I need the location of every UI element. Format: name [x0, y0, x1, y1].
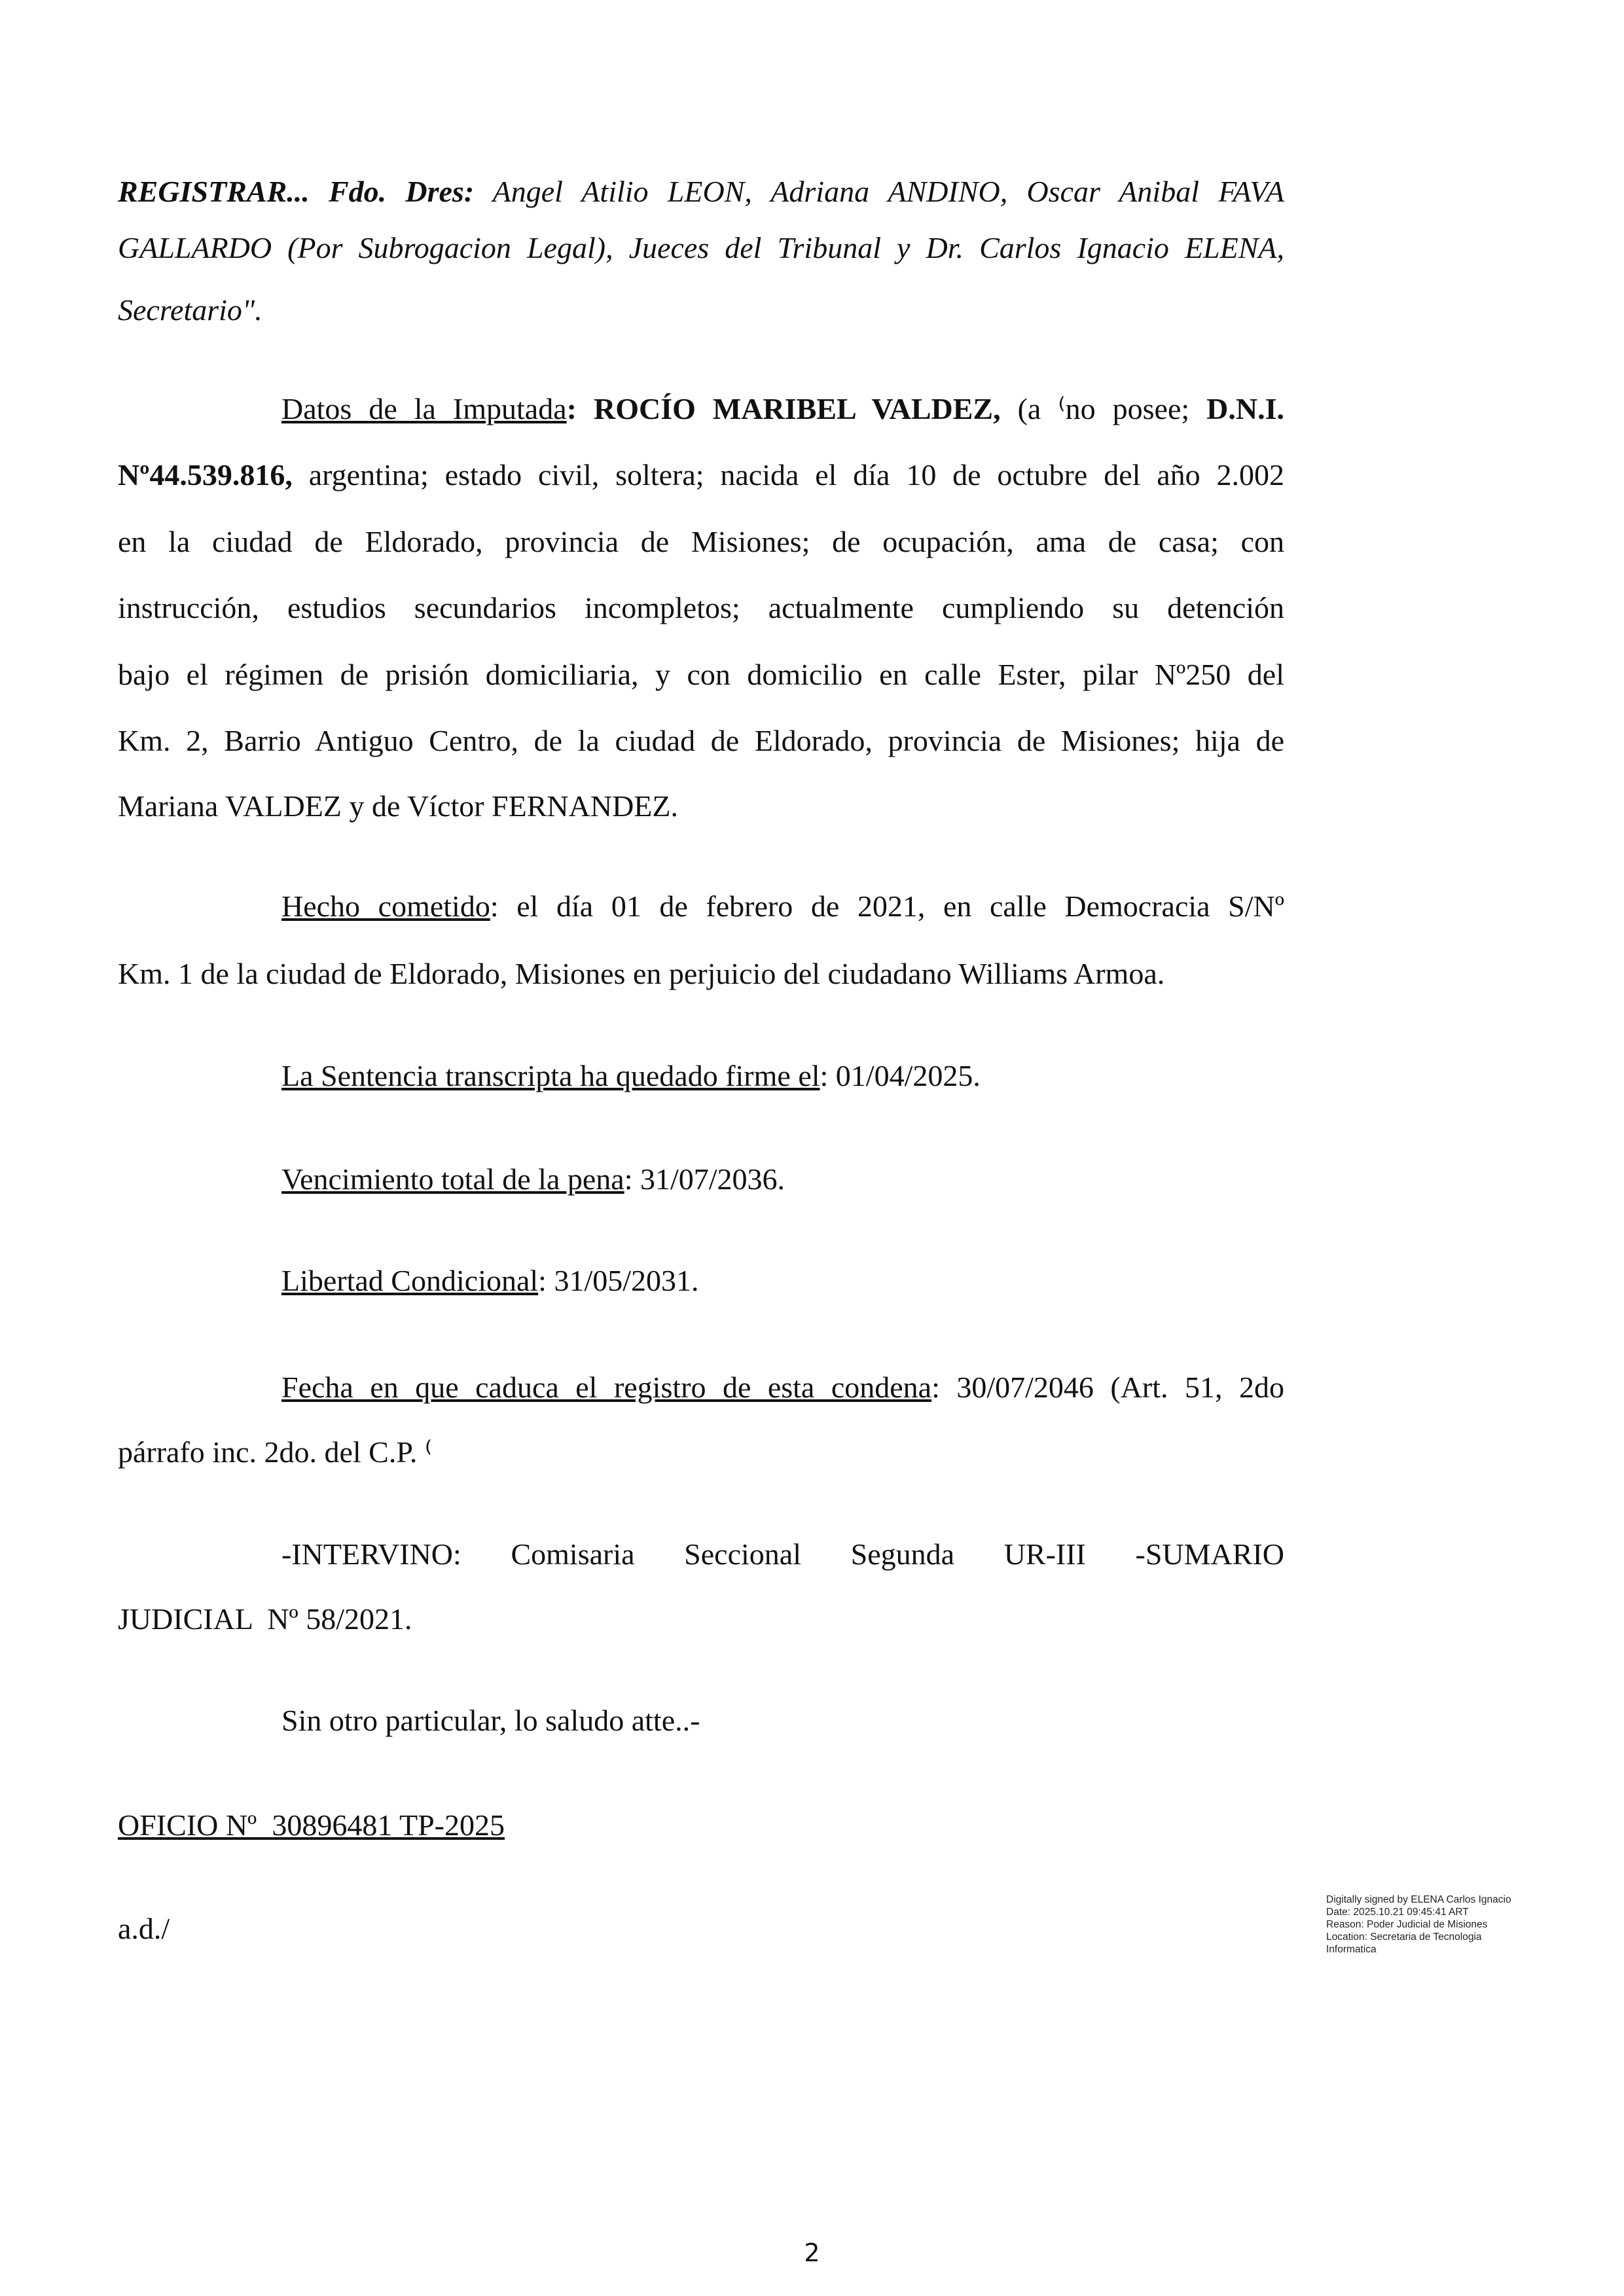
- oficio-number: OFICIO Nº 30896481 TP-2025: [118, 1808, 505, 1842]
- hecho-label: Hecho cometido: [281, 889, 490, 923]
- libertad-value: : 31/05/2031.: [538, 1264, 699, 1297]
- digital-signature-block: [1326, 1893, 1511, 1956]
- judges-text: Angel Atilio LEON, Adriana ANDINO, Oscar Anibal FAVA: [474, 175, 1284, 208]
- imputada-line-1: [281, 391, 1284, 427]
- imputada-line-6: Km. 2, Barrio Antiguo Centro, de la ciudad de Eldorado, provincia de Misiones; hija de: [118, 724, 1284, 757]
- libertad-label: Libertad Condicional: [281, 1264, 539, 1297]
- dni-label: D.N.I.: [1206, 392, 1284, 425]
- signature-date: Date: 2025.10.21 09:45:41 ART: [1326, 1907, 1469, 1918]
- signatories-line-2: GALLARDO (Por Subrogacion Legal), Jueces del Tribunal y Dr. Carlos Ignacio ELENA,: [118, 231, 1284, 264]
- alias: (a ⁽no posee;: [1000, 392, 1207, 425]
- intervino-line-1: -INTERVINO: Comisaria Seccional Segunda UR-III -SUMARIO: [281, 1537, 1284, 1571]
- hecho-line-2: Km. 1 de la ciudad de Eldorado, Misiones en perjuicio del ciudadano Williams Armoa.: [118, 957, 1165, 990]
- imputada-line-3: en la ciudad de Eldorado, provincia de Misiones; de ocupación, ama de casa; con: [118, 525, 1284, 558]
- firme-label: La Sentencia transcripta ha quedado firme el: [281, 1059, 820, 1092]
- closing-text: Sin otro particular, lo saludo atte..-: [281, 1704, 700, 1737]
- registrar-label: REGISTRAR... Fdo. Dres:: [118, 175, 475, 208]
- caducidad-line-1: [281, 1369, 1284, 1406]
- vencimiento-value: : 31/07/2036.: [624, 1162, 785, 1196]
- caducidad-value: : 30/07/2046 (Art. 51, 2do: [931, 1371, 1284, 1404]
- imputada-line-5: bajo el régimen de prisión domiciliaria, y con domicilio en calle Ester, pilar Nº250 del: [118, 658, 1284, 691]
- oficio-line: [118, 1807, 1284, 1844]
- initials: a.d./: [118, 1912, 170, 1945]
- firme-value: : 01/04/2025.: [820, 1059, 981, 1092]
- caducidad-label: Fecha en que caduca el registro de esta condena: [281, 1371, 932, 1404]
- vencimiento-line: [281, 1161, 1284, 1198]
- dni-number: Nº44.539.816,: [118, 458, 293, 492]
- imputada-label: Datos de la Imputada: [281, 392, 567, 425]
- page-number: 2: [804, 2238, 820, 2267]
- signature-location-cont: Informatica: [1326, 1944, 1377, 1955]
- firme-line: [281, 1058, 1284, 1094]
- signature-reason: Reason: Poder Judicial de Misiones: [1326, 1919, 1488, 1930]
- imputada-line-2: [118, 457, 1284, 493]
- libertad-line: [281, 1263, 1284, 1299]
- imputada-text: argentina; estado civil, soltera; nacida el día 10 de octubre del año 2.002: [292, 458, 1284, 492]
- vencimiento-label: Vencimiento total de la pena: [281, 1162, 624, 1196]
- imputada-line-7: Mariana VALDEZ y de Víctor FERNANDEZ.: [118, 789, 678, 823]
- hecho-line-1: [281, 888, 1284, 925]
- imputada-name: ROCÍO MARIBEL VALDEZ,: [593, 392, 1001, 425]
- signature-signer: Digitally signed by ELENA Carlos Ignacio: [1326, 1894, 1511, 1905]
- imputada-line-4: instrucción, estudios secundarios incompletos; actualmente cumpliendo su detención: [118, 591, 1284, 624]
- signatories-line-1: [118, 173, 1284, 210]
- signatories-line-3: Secretario".: [118, 293, 262, 327]
- signature-location: Location: Secretaria de Tecnologia: [1326, 1931, 1482, 1943]
- colon: :: [566, 392, 594, 425]
- intervino-line-2: JUDICIAL Nº 58/2021.: [118, 1602, 412, 1636]
- hecho-text: : el día 01 de febrero de 2021, en calle Democracia S/Nº: [490, 889, 1285, 923]
- caducidad-line-2: párrafo inc. 2do. del C.P. ⁽: [118, 1435, 433, 1469]
